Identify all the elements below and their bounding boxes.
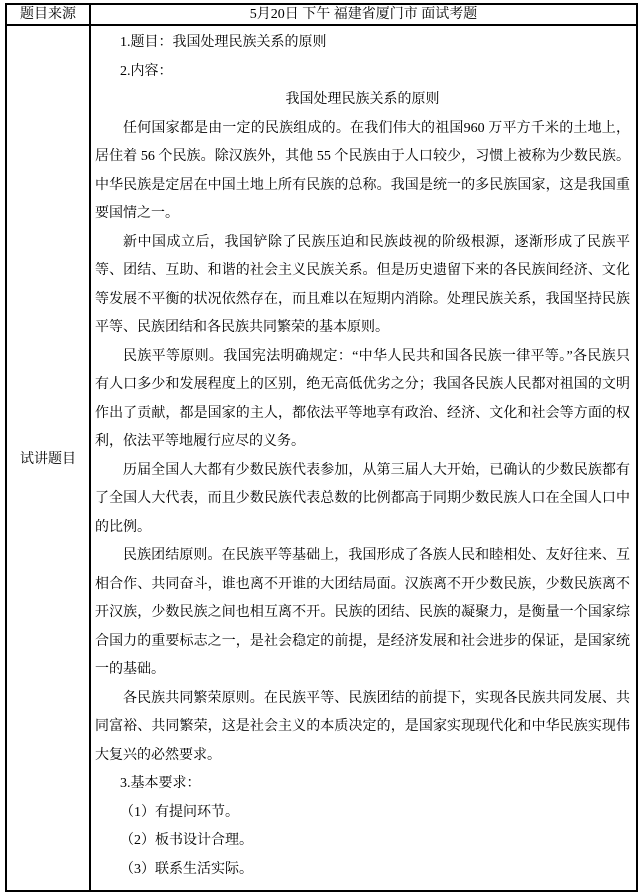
- paragraph-unity-principle: 民族团结原则。在民族平等基础上，我国形成了各族人民和睦相处、友好往来、互相合作、共同奋斗，谁也离不开谁的大团结局面。汉族离不开少数民族，少数民族离不开汉族，少数民族之间也相互离不开。民族的团结、民族的凝聚力，是衡量一个国家综合国力的重要标志之一，是社会稳定的前提，是经济发展和社会进步的保证，是国家统一的基础。: [95, 548, 630, 677]
- paragraph-npc-representatives: 历届全国人大都有少数民族代表参加，从第三届人大开始，已确认的少数民族都有了全国人大代表，而且少数民族代表总数的比例都高于同期少数民族人口在全国人口中的比例。: [95, 462, 630, 535]
- requirement-item-3: （3）联系生活实际。: [120, 861, 253, 877]
- paragraph-equality-principle: 民族平等原则。我国宪法明确规定：“中华人民共和国各民族一律平等。”各民族只有人口多少和发展程度上的区别，绝无高低优劣之分；我国各民族人民都对祖国的文明作出了贡献，都是国家的主人，都依法平等地享有政治、经济、文化和社会等方面的权利，依法平等地履行应尽的义务。: [95, 348, 630, 449]
- content-title: 我国处理民族关系的原则: [285, 92, 440, 107]
- requirement-item-1: （1）有提问环节。: [120, 804, 239, 820]
- source-label-cell: [6, 4, 90, 25]
- source-value-cell: [90, 4, 637, 25]
- paragraph-common-prosperity: 各民族共同繁荣原则。在民族平等、民族团结的前提下，实现各民族共同发展、共同富裕、共同繁荣，这是社会主义的本质决定的，是国家实现现代化和中华民族实现伟大复兴的必然要求。: [95, 690, 630, 763]
- content-line: 2.内容：: [120, 63, 173, 79]
- requirements-heading: 3.基本要求：: [120, 776, 201, 791]
- source-label: 题目来源: [20, 7, 76, 22]
- paragraph-new-china: 新中国成立后，我国铲除了民族压迫和民族歧视的阶级根源，逐渐形成了民族平等、团结、互助、和谐的社会主义民族关系。但是历史遗留下来的各民族间经济、文化等发展不平衡的状况依然存在，而且难以在短期内消除。处理民族关系，我国坚持民族平等、民族团结和各民族共同繁荣的基本原则。: [95, 234, 630, 335]
- lecture-label-cell: [6, 25, 90, 891]
- source-value: 5月20日 下午 福建省厦门市 面试考题: [249, 7, 478, 22]
- topic-line: 1.题目：我国处理民族关系的原则: [120, 35, 327, 50]
- requirement-item-2: （2）板书设计合理。: [120, 833, 253, 848]
- source-row: [6, 4, 637, 25]
- lecture-row: [6, 25, 637, 891]
- lecture-label: 试讲题目: [20, 452, 76, 467]
- lecture-content-cell: [90, 25, 637, 891]
- paragraph-national-composition: 任何国家都是由一定的民族组成的。在我们伟大的祖国960 万平方千米的土地上，居住着 56 个民族。除汉族外，其他 55 个民族由于人口较少，习惯上被称为少数民族。中华民族是定居在中国土地上所有民族的总称。我国是统一的多民族国家，这是我国重要国情之一。: [95, 120, 630, 221]
- exam-question-table: [5, 3, 638, 892]
